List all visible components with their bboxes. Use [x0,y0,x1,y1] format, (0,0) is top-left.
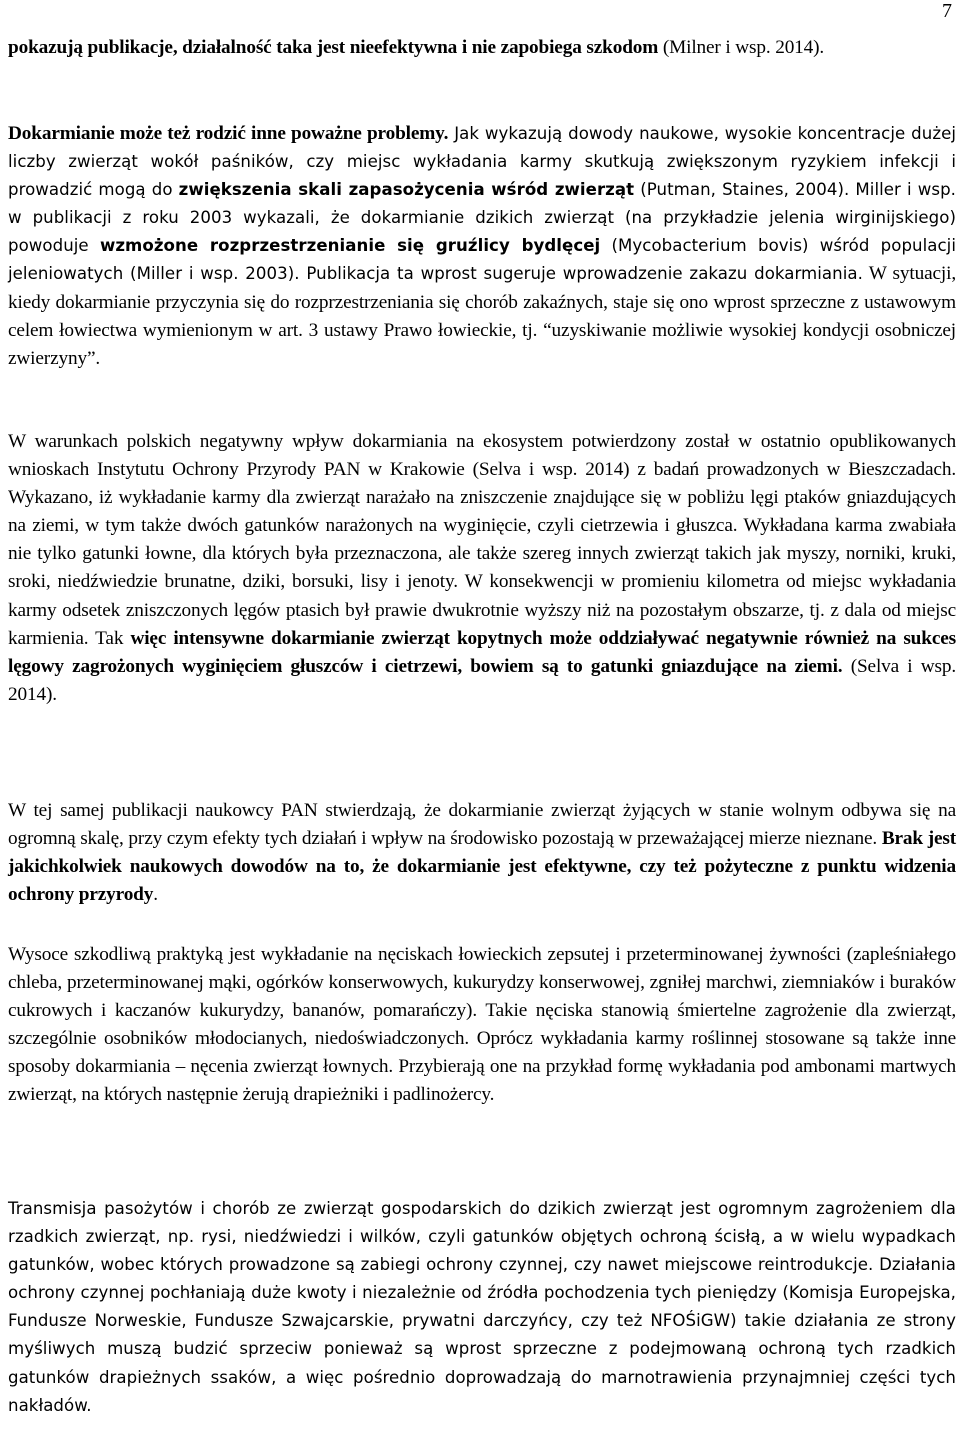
paragraph-2-segment: (Putman, Staines, 2004). Miller i wsp. [634,180,956,200]
paragraph-4-segment: Brak jest jakichkolwiek naukowych dowodów na to, że dokarmianie jest efektywne, czy też pożyteczne z punktu widzenia ochrony przyrody [8,828,957,906]
paragraph-2 [8,120,956,373]
paragraph-3-segment: (Selva i wsp. 2014). [8,655,956,705]
paragraph-3-segment: więc intensywne dokarmianie zwierząt kopytnych może oddziaływać negatywnie również na sukces lęgowy zagrożonych wyginięciem głuszców i cietrzewi, bowiem są to gatunki gniazdujące na ziemi. [8,627,956,677]
paragraph-2-segment: W sytuacji, kiedy dokarmianie przyczynia się do rozprzestrzeniania się chorób zakaźnych, staje się ono wprost sprzeczne z ustawowym celem łowiectwa wymienionym w art. 3 ustawy Prawo łowieckie, tj. “uzyskiwanie możliwie wysokiej kondycji osobniczej zwierzyny”. [8,263,956,369]
paragraph-2-segment: wzmożone rozprzestrzenianie się gruźlicy bydlęcej [99,236,601,256]
page-number: 7 [942,0,952,22]
paragraph-5 [8,941,956,1110]
paragraph-5-segment: Wysoce szkodliwą praktyką jest wykładanie na nęciskach łowieckich zepsutej i przeterminowanej żywności (zapleśniałego chleba, przeterminowanej mąki, ogórków konserwowych, kukurydzy konserwowej, zgniłej marchwi, ziemniaków i buraków cukrowych i kaczanów kukurydzy, bananów, pomarańczy). Takie nęciska stanowią śmiertelne zagrożenie dla zwierząt, szczególnie osobników młodocianych, niedoświadczonych. Oprócz wykładania karmy roślinnej stosowane są także inne sposoby dokarmiania – nęcenia zwierząt łownych. Przybierają one na przykład formę wykładania pod ambonami martwych zwierząt, na których następnie żerują drapieżniki i padlinożercy. [8,944,956,1106]
paragraph-2-segment: Jak wykazują dowody naukowe, wysokie koncentracje dużej liczby zwierząt wokół paśników, czy miejsc wykładania karmy skutkują zwiększonym ryzykiem infekcji i prowadzić mogą do [8,124,956,200]
paragraph-2-segment: w publikacji z roku 2003 wykazali, że dokarmianie dzikich zwierząt (na przykładzie jelenia wirginijskiego) powoduje [8,208,956,256]
paragraph-3-segment: W warunkach polskich negatywny wpływ dokarmiania na ekosystem potwierdzony został w ostatnio opublikowanych wnioskach Instytutu Ochrony Przyrody PAN w Krakowie (Selva i wsp. 2014) z badań prowadzonych w Bieszczadach. [8,431,956,481]
paragraph-6-segment: Transmisja pasożytów i chorób ze zwierząt gospodarskich do dzikich zwierząt jest ogromnym zagrożeniem dla rzadkich zwierząt, np. rysi, niedźwiedzi i wilków, czyli gatunków objętych ochroną ścisłą, a w wielu wypadkach gatunków, wobec których prowadzone są zabiegi ochrony czynnej, czy nawet miejscowe reintrodukcje. [8,1199,956,1275]
paragraph-1-segment: pokazują publikacje, działalność taka jest nieefektywna i nie zapobiega szkodom [8,37,659,58]
paragraph-6-segment: Działania ochrony czynnej pochłaniają duże kwoty i niezależnie od źródła pochodzenia tych pieniędzy (Komisja Europejska, Fundusze Norweskie, Fundusze Szwajcarskie, prywatni darczyńcy, czy też NFOŚiGW) takie działania ze strony myśliwych muszą budzić sprzeciw ponieważ są wprost sprzeczne z podejmowaną ochroną tych rzadkich gatunków drapieżnych ssaków, a więc pośrednio doprowadzają do marnotrawienia przynajmniej części tych nakładów. [8,1255,956,1415]
paragraph-2-segment: Publikacja ta wprost sugeruje wprowadzenie zakazu dokarmiania. [299,264,863,284]
paragraph-3-segment: Wykazano, iż wykładanie karmy dla zwierząt narażało na zniszczenie znajdujące się w pobliżu lęgi ptaków gniazdujących na ziemi, w tym także dwóch gatunków narażonych na wyginięcie, czyli cietrzewia i głuszca. Wykładana karma zwabiała nie tylko gatunki łowne, dla których była przeznaczona, ale także szereg innych zwierząt takich jak myszy, norniki, kruki, sroki, niedźwiedzie brunatne, dziki, borsuki, lisy i jenoty. W konsekwencji w promieniu kilometra od miejsc wykładania karmy odsetek zniszczonych lęgów ptasich był prawie dwukrotnie wyższy niż na pozostałym obszarze, tj. z dala od miejsc karmienia. Tak [8,487,956,649]
paragraph-4-segment: . [153,884,158,906]
paragraph-2-segment: (Mycobacterium bovis) wśród populacji jeleniowatych (Miller i wsp. 2003). [8,236,956,284]
paragraph-2-segment: zwiększenia skali zapasożycenia wśród zwierząt [178,180,635,200]
paragraph-1 [8,34,956,62]
paragraph-4 [8,797,956,909]
paragraph-4-segment: W tej samej publikacji naukowcy PAN stwierdzają, że dokarmianie zwierząt żyjących w stanie wolnym odbywa się na ogromną skalę, przy czym efekty tych działań i wpływ na środowisko pozostają w przeważającej mierze nieznane. [8,800,956,850]
paragraph-6 [8,1195,956,1420]
paragraph-2-segment: Dokarmianie może też rodzić inne poważne problemy. [8,123,449,144]
paragraph-1-segment: (Milner i wsp. 2014). [658,37,825,58]
paragraph-3 [8,428,956,709]
